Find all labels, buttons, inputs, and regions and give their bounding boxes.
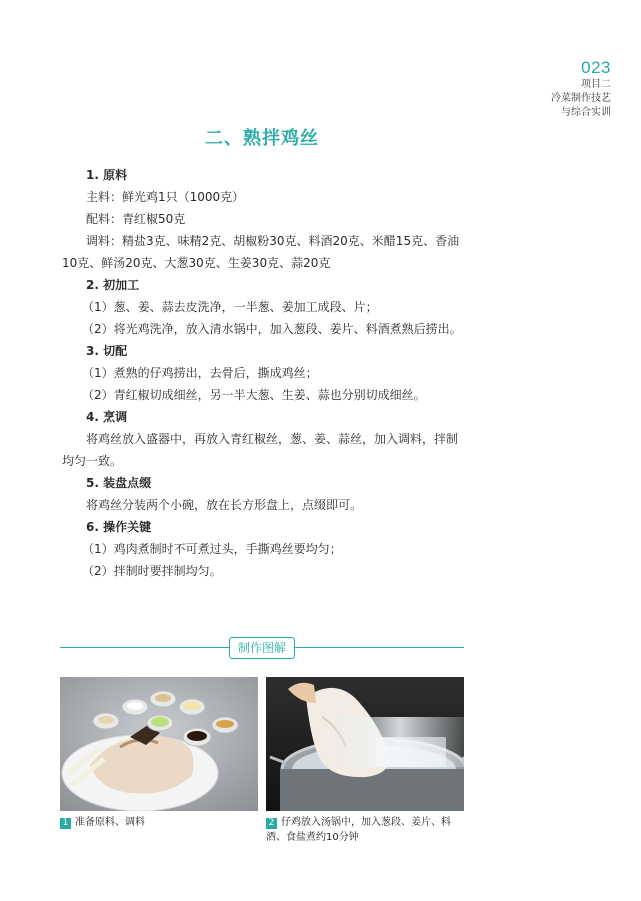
seasonings: 调料：精盐3克、味精2克、胡椒粉30克、料酒20克、米醋15克、香油10克、鲜汤20克、大葱30克、生姜30克、蒜20克 [62,234,460,270]
key-point-1: （1）鸡肉煮制时不可煮过头，手撕鸡丝要均匀； [82,542,342,556]
caption-step-1 [60,815,260,830]
prep-step-1: （1）葱、姜、蒜去皮洗净，一半葱、姜加工成段、片； [82,300,378,314]
header-project: 项目二 [581,79,611,90]
main-ingredient: 主料：鲜光鸡1只（1000克） [86,190,245,204]
photo-boiling-chicken [266,677,464,811]
cutting-step-1: （1）煮熟的仔鸡捞出，去骨后，撕成鸡丝； [82,366,318,380]
section-heading-cooking: 4. 烹调 [86,410,128,424]
page-number: 023 [581,58,611,77]
key-point-2: （2）拌制时要拌制均匀。 [82,564,222,578]
illustration-label: 制作图解 [229,637,295,659]
aux-ingredient: 配料：青红椒50克 [86,212,186,226]
cutting-step-2: （2）青红椒切成细丝，另一半大葱、生姜、蒜也分别切成细丝。 [82,388,426,402]
step-number-badge: 1 [60,818,71,829]
section-heading-cutting: 3. 切配 [86,344,128,358]
step-number-badge: 2 [266,818,277,829]
section-heading-plating: 5. 装盘点缀 [86,476,152,490]
page-title: 二、熟拌鸡丝 [205,128,319,149]
caption-text: 准备原料、调料 [75,817,145,828]
page-header [551,58,611,120]
photo-ingredients [60,677,258,811]
section-heading-key-points: 6. 操作关键 [86,520,152,534]
illustration-divider [60,637,464,659]
prep-step-2: （2）将光鸡洗净，放入清水锅中，加入葱段、姜片、料酒煮熟后捞出。 [82,322,462,336]
header-subject-1: 冷菜制作技艺 [551,93,611,104]
plating-text: 将鸡丝分装两个小碗，放在长方形盘上，点缀即可。 [86,498,363,512]
caption-step-2 [266,815,468,845]
section-heading-ingredients: 1. 原料 [86,168,128,182]
section-heading-prep: 2. 初加工 [86,278,140,292]
caption-text: 仔鸡放入汤锅中，加入葱段、姜片、料酒、食盐煮约10分钟 [266,817,451,843]
recipe-body [62,164,466,582]
cooking-text: 将鸡丝放入盛器中，再放入青红椒丝，葱、姜、蒜丝，加入调料，拌制均匀一致。 [62,432,459,468]
header-subject-2: 与综合实训 [561,107,611,118]
